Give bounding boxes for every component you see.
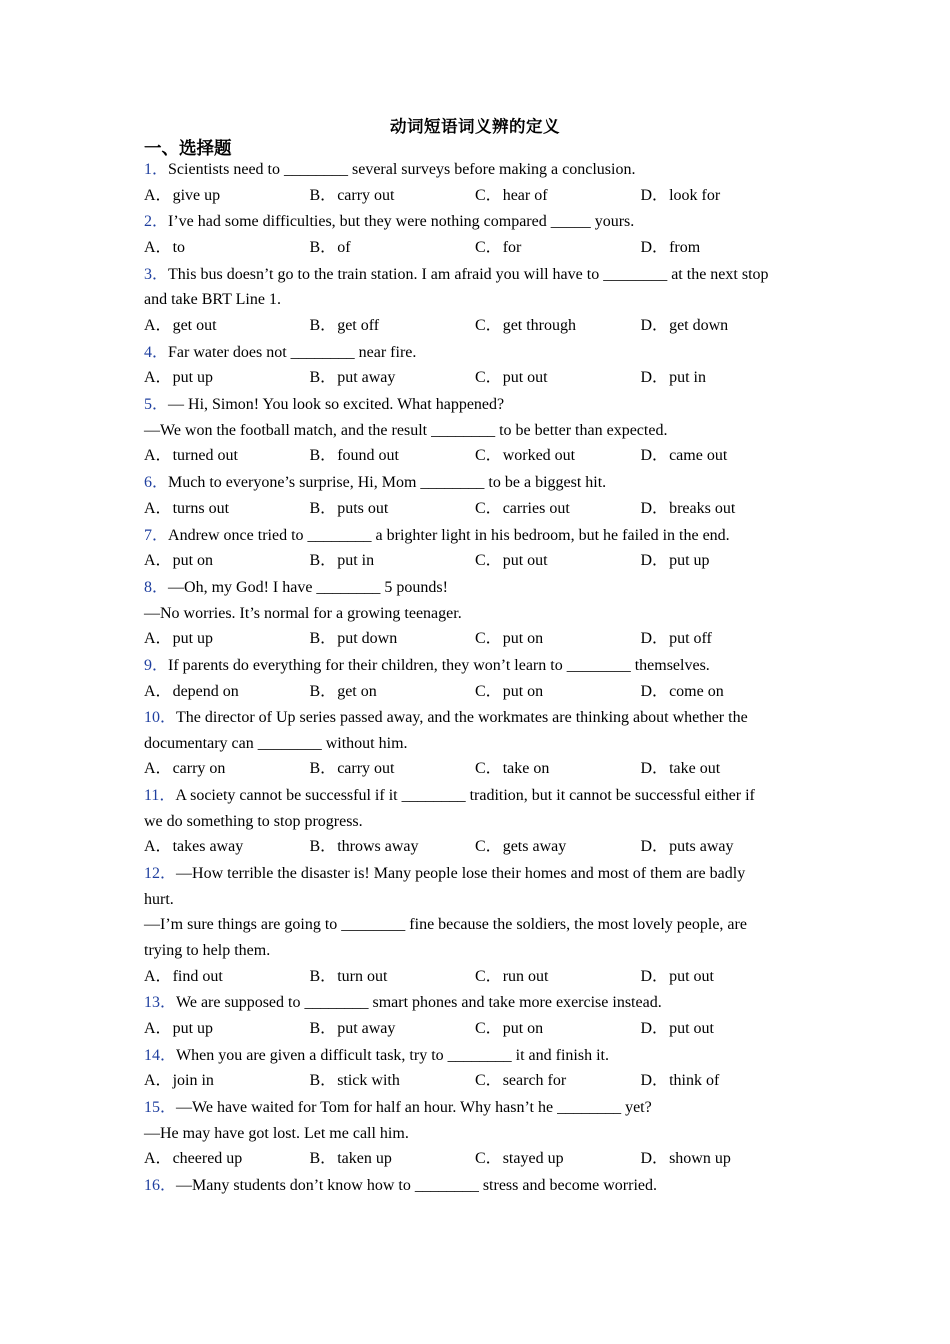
option-letter: D． [640,238,669,256]
option-letter: A． [144,838,172,856]
question-stem-line [144,523,804,549]
answer-options [144,365,804,392]
question-stem-text: If parents do everything for their children, they won’t learn to ________ themselves. [168,656,710,674]
option-text: worked out [502,447,576,465]
option-letter: B． [309,682,337,700]
question-stem-line [144,861,804,887]
answer-options [144,834,804,861]
option-text: take on [502,760,550,778]
option-letter: A． [144,1020,172,1038]
option-letter: B． [309,552,337,570]
option-text: get on [337,682,377,700]
option-text: carry out [337,186,395,204]
question-9 [144,653,804,705]
question-3 [144,262,804,340]
question-11 [144,783,804,861]
question-stem-text: Much to everyone’s surprise, Hi, Mom ________ to be a biggest hit. [168,474,607,492]
question-stem-text: When you are given a difficult task, try to ________ it and finish it. [176,1046,609,1064]
option-letter: D． [640,552,669,570]
option-letter: C． [475,760,502,778]
question-stem-text: —Oh, my God! I have ________ 5 pounds! [168,578,448,596]
answer-options [144,756,804,783]
question-stem-text: we do something to stop progress. [144,812,363,830]
question-stem-text: hurt. [144,890,174,908]
question-stem-line [144,1173,804,1199]
option-text: put out [502,369,548,387]
answer-option-a [144,679,310,706]
answer-options [144,1016,804,1043]
option-text: put out [669,967,714,985]
answer-options [144,235,804,262]
question-stem-text: This bus doesn’t go to the train station. I am afraid you will have to ________ at the next stop [168,265,769,283]
answer-option-a [144,235,310,262]
option-text: take out [669,760,721,778]
option-letter: B． [309,760,337,778]
answer-option-d [641,443,807,470]
answer-option-d [641,626,807,653]
option-text: stayed up [502,1150,564,1168]
question-5 [144,392,804,470]
answer-option-d [641,1068,807,1095]
option-letter: D． [640,369,669,387]
option-letter: D． [640,967,669,985]
answer-option-d [641,1016,807,1043]
option-text: get out [172,316,217,334]
option-letter: C． [475,447,502,465]
option-letter: D． [640,1020,669,1038]
question-number: 8． [144,578,169,596]
option-text: stick with [337,1072,400,1090]
question-stem-text: — Hi, Simon! You look so excited. What happened? [168,396,505,414]
option-text: for [502,238,522,256]
option-text: put on [172,552,214,570]
option-letter: C． [475,838,502,856]
question-7 [144,523,804,575]
answer-option-a [144,443,310,470]
question-stem-line [144,990,804,1016]
question-number: 1． [144,161,169,178]
option-letter: C． [475,369,502,387]
option-text: put away [337,1020,396,1038]
question-stem-line [144,1043,804,1069]
option-text: puts away [669,838,734,856]
option-letter: B． [309,838,337,856]
question-stem-text: A society cannot be successful if it ________ tradition, but it cannot be successful either if [175,787,755,805]
option-letter: C． [475,1072,502,1090]
option-letter: B． [309,967,337,985]
question-stem-line [144,731,804,757]
question-stem-line [144,209,804,235]
answer-options [144,1146,804,1173]
option-text: carries out [502,499,570,517]
question-stem-text: —No worries. It’s normal for a growing teenager. [144,604,462,622]
option-letter: A． [144,316,172,334]
answer-options [144,183,804,210]
answer-option-b [310,313,476,340]
answer-option-c [475,313,641,340]
question-stem-text: —We won the football match, and the result ________ to be better than expected. [144,421,668,439]
option-text: taken up [337,1150,392,1168]
question-number: 10． [144,709,177,727]
question-stem-line [144,287,804,313]
answer-options [144,679,804,706]
option-letter: A． [144,186,172,204]
option-text: give up [172,186,221,204]
answer-option-c [475,1146,641,1173]
answer-option-d [641,756,807,783]
option-text: search for [502,1072,567,1090]
answer-option-d [641,679,807,706]
option-text: shown up [669,1150,731,1168]
option-letter: A． [144,1072,172,1090]
question-6 [144,470,804,522]
option-letter: A． [144,238,172,256]
option-text: find out [172,967,223,985]
option-text: turns out [172,499,230,517]
question-stem-text: I’ve had some difficulties, but they were nothing compared _____ yours. [168,213,635,231]
option-letter: B． [309,1020,337,1038]
answer-option-b [310,626,476,653]
question-stem-line [144,1095,804,1121]
option-text: put away [337,369,396,387]
answer-option-b [310,756,476,783]
option-text: put down [337,630,398,648]
answer-option-c [475,496,641,523]
answer-options [144,313,804,340]
option-letter: C． [475,630,502,648]
question-stem-line [144,705,804,731]
option-text: from [669,238,701,256]
question-stem-line [144,653,804,679]
question-number: 15． [144,1099,177,1117]
option-letter: B． [309,316,337,334]
answer-option-a [144,626,310,653]
question-stem-line [144,575,804,601]
answer-option-c [475,548,641,575]
question-stem-text: The director of Up series passed away, and the workmates are thinking about whether the [176,709,748,727]
answer-option-a [144,964,310,991]
option-text: carry on [172,760,226,778]
question-number: 5． [144,396,169,414]
option-text: think of [669,1072,720,1090]
option-text: puts out [337,499,389,517]
question-stem-text: —How terrible the disaster is! Many people lose their homes and most of them are badly [176,865,746,883]
answer-option-c [475,443,641,470]
option-text: put out [669,1020,714,1038]
option-text: gets away [502,838,567,856]
question-stem-text: Far water does not ________ near fire. [168,343,417,361]
answer-option-d [641,1146,807,1173]
question-15 [144,1095,804,1173]
option-letter: C． [475,186,502,204]
answer-option-b [310,679,476,706]
option-text: hear of [502,186,548,204]
option-letter: C． [475,1150,502,1168]
answer-option-b [310,1068,476,1095]
question-stem-text: We are supposed to ________ smart phones and take more exercise instead. [176,994,662,1012]
answer-option-d [641,964,807,991]
section-heading: 一、选择题 [144,139,232,159]
question-12 [144,861,804,990]
answer-option-b [310,496,476,523]
question-number: 13． [144,994,177,1012]
question-stem-line [144,418,804,444]
question-2 [144,209,804,261]
option-letter: C． [475,316,502,334]
question-stem-text: —We have waited for Tom for half an hour. Why hasn’t he ________ yet? [176,1099,652,1117]
option-letter: D． [640,316,669,334]
option-letter: D． [640,1072,669,1090]
answer-option-d [641,313,807,340]
answer-option-a [144,548,310,575]
option-letter: D． [640,447,669,465]
question-stem-line [144,912,804,938]
option-text: put in [337,552,375,570]
answer-options [144,626,804,653]
option-letter: B． [309,1072,337,1090]
option-letter: C． [475,499,502,517]
answer-option-d [641,183,807,210]
answer-option-b [310,365,476,392]
question-number: 9． [144,656,169,674]
option-letter: A． [144,1150,172,1168]
option-text: takes away [172,838,244,856]
option-letter: B． [309,630,337,648]
option-letter: A． [144,682,172,700]
option-letter: C． [475,1020,502,1038]
answer-option-b [310,964,476,991]
option-text: cheered up [172,1150,243,1168]
answer-option-c [475,365,641,392]
option-text: put in [669,369,706,387]
option-letter: D． [640,1150,669,1168]
option-text: turned out [172,447,238,465]
question-4 [144,340,804,392]
option-text: get down [669,316,729,334]
option-text: to [172,238,186,256]
option-letter: C． [475,238,502,256]
answer-options [144,496,804,523]
option-letter: D． [640,186,669,204]
question-number: 12． [144,865,177,883]
question-stem-line [144,601,804,627]
answer-option-c [475,756,641,783]
question-number: 6． [144,474,169,492]
answer-option-d [641,548,807,575]
question-14 [144,1043,804,1095]
document-title: 动词短语词义辨的定义 [390,117,560,136]
question-stem-text: and take BRT Line 1. [144,291,281,309]
answer-option-c [475,235,641,262]
question-8 [144,575,804,653]
answer-options [144,548,804,575]
answer-option-c [475,1016,641,1043]
answer-option-b [310,183,476,210]
answer-option-b [310,548,476,575]
answer-option-b [310,443,476,470]
answer-option-b [310,1146,476,1173]
option-letter: A． [144,499,172,517]
answer-option-b [310,1016,476,1043]
option-letter: A． [144,967,172,985]
answer-option-a [144,365,310,392]
answer-option-c [475,964,641,991]
question-number: 16． [144,1177,177,1195]
question-stem-line [144,262,804,288]
option-letter: D． [640,499,669,517]
answer-option-c [475,679,641,706]
question-stem-line [144,887,804,913]
option-letter: C． [475,552,502,570]
question-number: 7． [144,526,169,544]
question-stem-text: Scientists need to ________ several surveys before making a conclusion. [168,161,636,178]
question-number: 14． [144,1046,177,1064]
option-text: get off [337,316,380,334]
question-stem-line [144,783,804,809]
option-letter: B． [309,447,337,465]
answer-option-b [310,834,476,861]
question-stem-text: —Many students don’t know how to ________ stress and become worried. [176,1177,657,1195]
option-text: of [337,238,351,256]
option-letter: A． [144,760,172,778]
option-text: put up [669,552,710,570]
option-letter: A． [144,369,172,387]
answer-option-c [475,1068,641,1095]
question-number: 4． [144,343,169,361]
question-13 [144,990,804,1042]
option-letter: A． [144,552,172,570]
answer-option-c [475,626,641,653]
answer-option-a [144,1068,310,1095]
option-letter: A． [144,630,172,648]
option-letter: C． [475,967,502,985]
question-stem-line [144,809,804,835]
option-text: put on [502,1020,544,1038]
option-letter: D． [640,838,669,856]
question-stem-text: documentary can ________ without him. [144,734,408,752]
option-text: throws away [337,838,419,856]
option-text: put on [502,682,544,700]
option-text: run out [502,967,549,985]
option-text: put up [172,369,214,387]
question-number: 2． [144,213,169,231]
question-stem-line [144,938,804,964]
answer-option-a [144,756,310,783]
option-letter: B． [309,186,337,204]
question-stem-line [144,392,804,418]
option-letter: B． [309,238,337,256]
answer-option-a [144,183,310,210]
answer-option-d [641,496,807,523]
answer-option-a [144,1016,310,1043]
option-letter: B． [309,369,337,387]
answer-options [144,964,804,991]
answer-option-a [144,834,310,861]
answer-options [144,1068,804,1095]
question-10 [144,705,804,783]
question-stem-text: trying to help them. [144,942,271,960]
option-text: came out [669,447,728,465]
answer-option-a [144,1146,310,1173]
option-text: breaks out [669,499,736,517]
question-list [144,157,804,1199]
option-text: put out [502,552,548,570]
question-stem-line [144,470,804,496]
option-letter: D． [640,760,669,778]
answer-option-a [144,313,310,340]
option-text: turn out [337,967,388,985]
answer-option-a [144,496,310,523]
answer-options [144,443,804,470]
answer-option-d [641,834,807,861]
answer-option-d [641,365,807,392]
question-stem-line [144,340,804,366]
question-stem-text: Andrew once tried to ________ a brighter light in his bedroom, but he failed in the end. [168,526,730,544]
option-text: put up [172,1020,214,1038]
question-stem-line [144,157,804,183]
option-text: join in [172,1072,214,1090]
option-text: look for [669,186,721,204]
option-letter: D． [640,682,669,700]
option-text: get through [502,316,577,334]
question-16 [144,1173,804,1199]
option-text: put up [172,630,214,648]
option-text: depend on [172,682,239,700]
question-stem-text: —He may have got lost. Let me call him. [144,1124,409,1142]
answer-option-c [475,834,641,861]
option-text: put off [669,630,712,648]
answer-option-c [475,183,641,210]
question-stem-text: —I’m sure things are going to ________ fine because the soldiers, the most lovely people, are [144,916,747,934]
question-1 [144,157,804,209]
option-text: found out [337,447,399,465]
option-letter: A． [144,447,172,465]
option-letter: B． [309,499,337,517]
option-text: carry out [337,760,395,778]
option-letter: B． [309,1150,337,1168]
option-letter: D． [640,630,669,648]
question-number: 11． [144,787,176,805]
option-text: put on [502,630,544,648]
question-stem-line [144,1121,804,1147]
option-text: come on [669,682,724,700]
option-letter: C． [475,682,502,700]
answer-option-d [641,235,807,262]
answer-option-b [310,235,476,262]
question-number: 3． [144,265,169,283]
